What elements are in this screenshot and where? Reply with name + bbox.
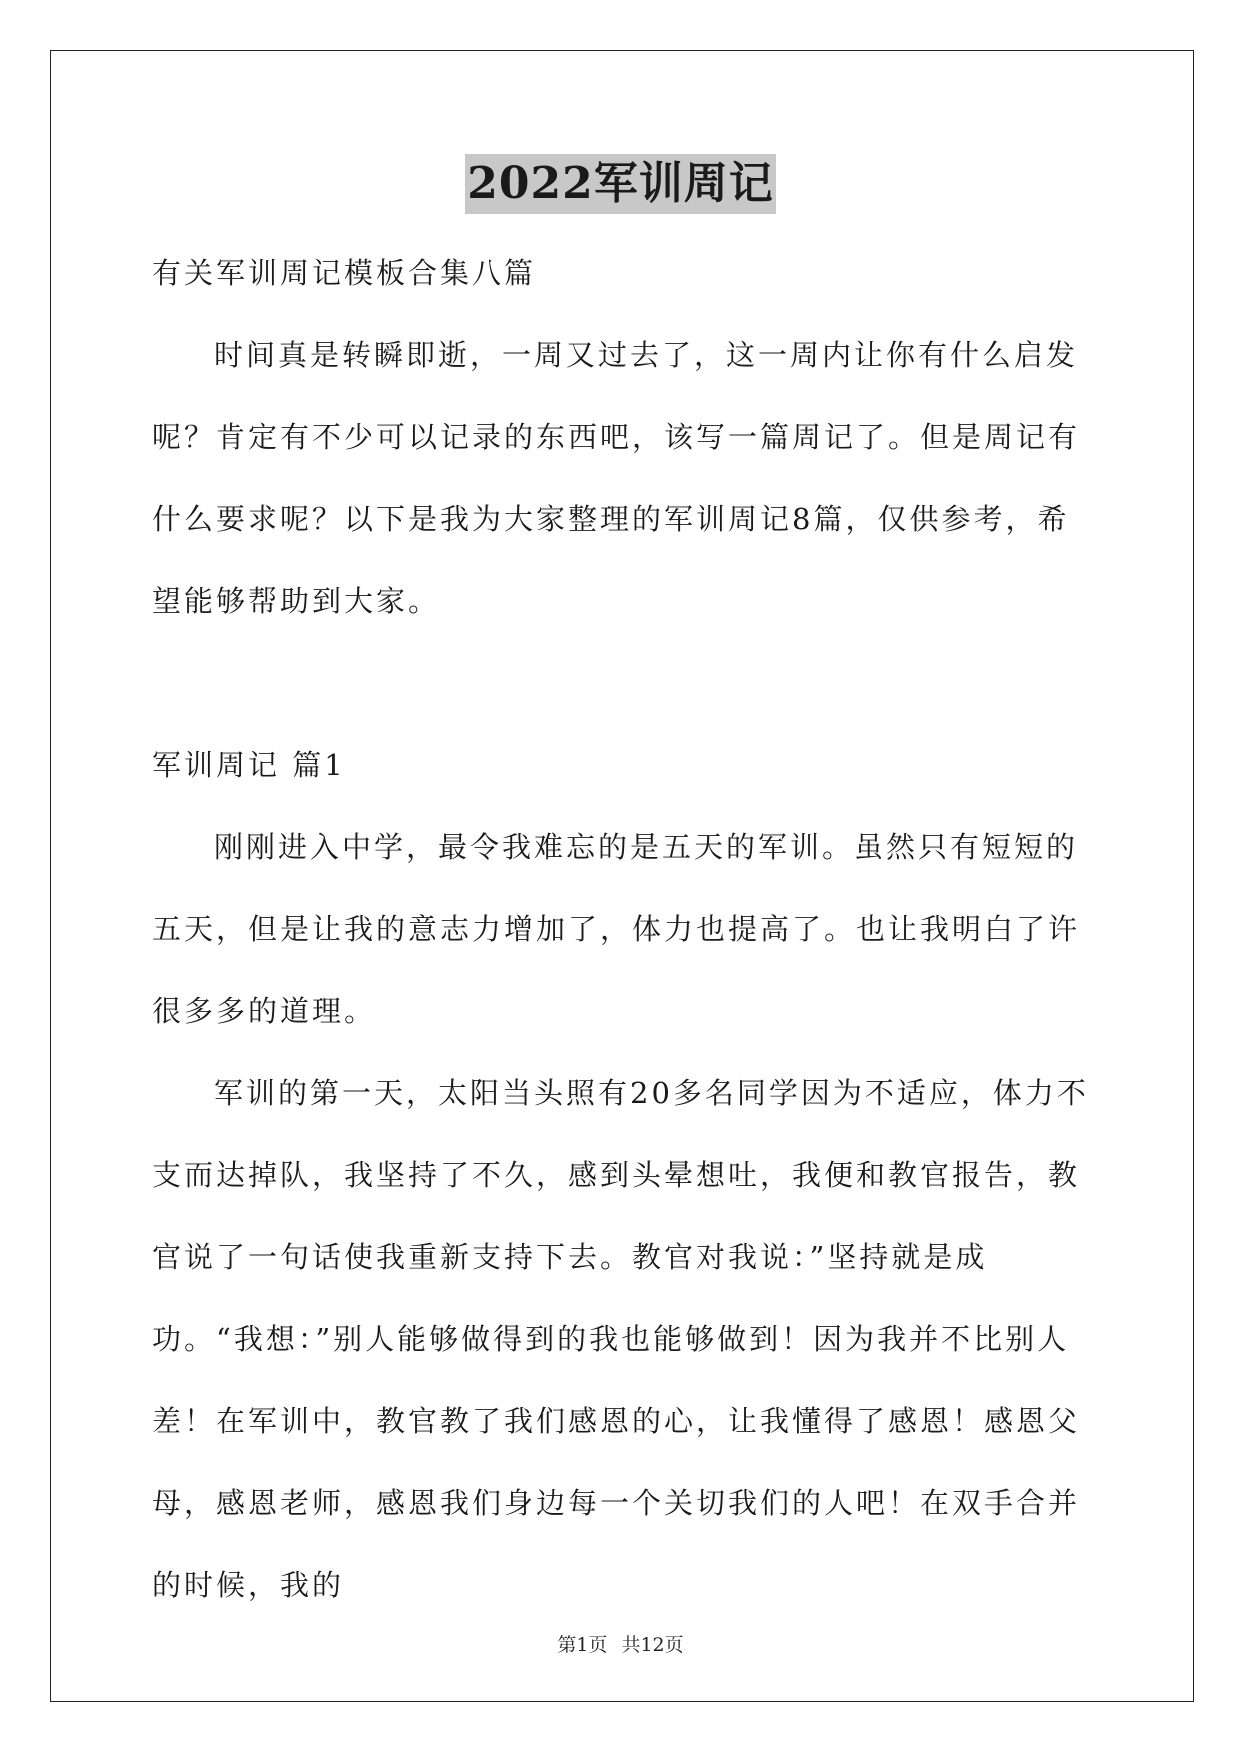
page-footer — [0, 1630, 1241, 1657]
document-body — [152, 232, 1092, 1626]
page-total: 共12页 — [621, 1634, 684, 1656]
document-subtitle: 有关军训周记模板合集八篇 — [152, 256, 537, 290]
section-heading: 军训周记 篇1 — [152, 748, 346, 782]
document-title: 2022军训周记 — [465, 154, 775, 214]
intro-paragraph: 时间真是转瞬即逝，一周又过去了，这一周内让你有什么启发呢？肯定有不少可以记录的东西吧，该写一篇周记了。但是周记有什么要求呢？以下是我为大家整理的军训周记8篇，仅供参考，希望能够帮助到大家。 — [152, 338, 1081, 618]
body-paragraph-1: 刚刚进入中学，最令我难忘的是五天的军训。虽然只有短短的五天，但是让我的意志力增加了，体力也提高了。也让我明白了许很多多的道理。 — [152, 830, 1081, 1028]
page-number: 第1页 — [557, 1634, 608, 1656]
body-paragraph-2: 军训的第一天，太阳当头照有20多名同学因为不适应，体力不支而达掉队，我坚持了不久，感到头晕想吐，我便和教官报告，教官说了一句话使我重新支持下去。教官对我说：”坚持就是成功。“我想：”别人能够做得到的我也能够做到！因为我并不比别人差！在军训中，教官教了我们感恩的心，让我懂得了感恩！感恩父母，感恩老师，感恩我们身边每一个关切我们的人吧！在双手合并的时候，我的 — [152, 1076, 1089, 1602]
title-container — [0, 154, 1241, 214]
